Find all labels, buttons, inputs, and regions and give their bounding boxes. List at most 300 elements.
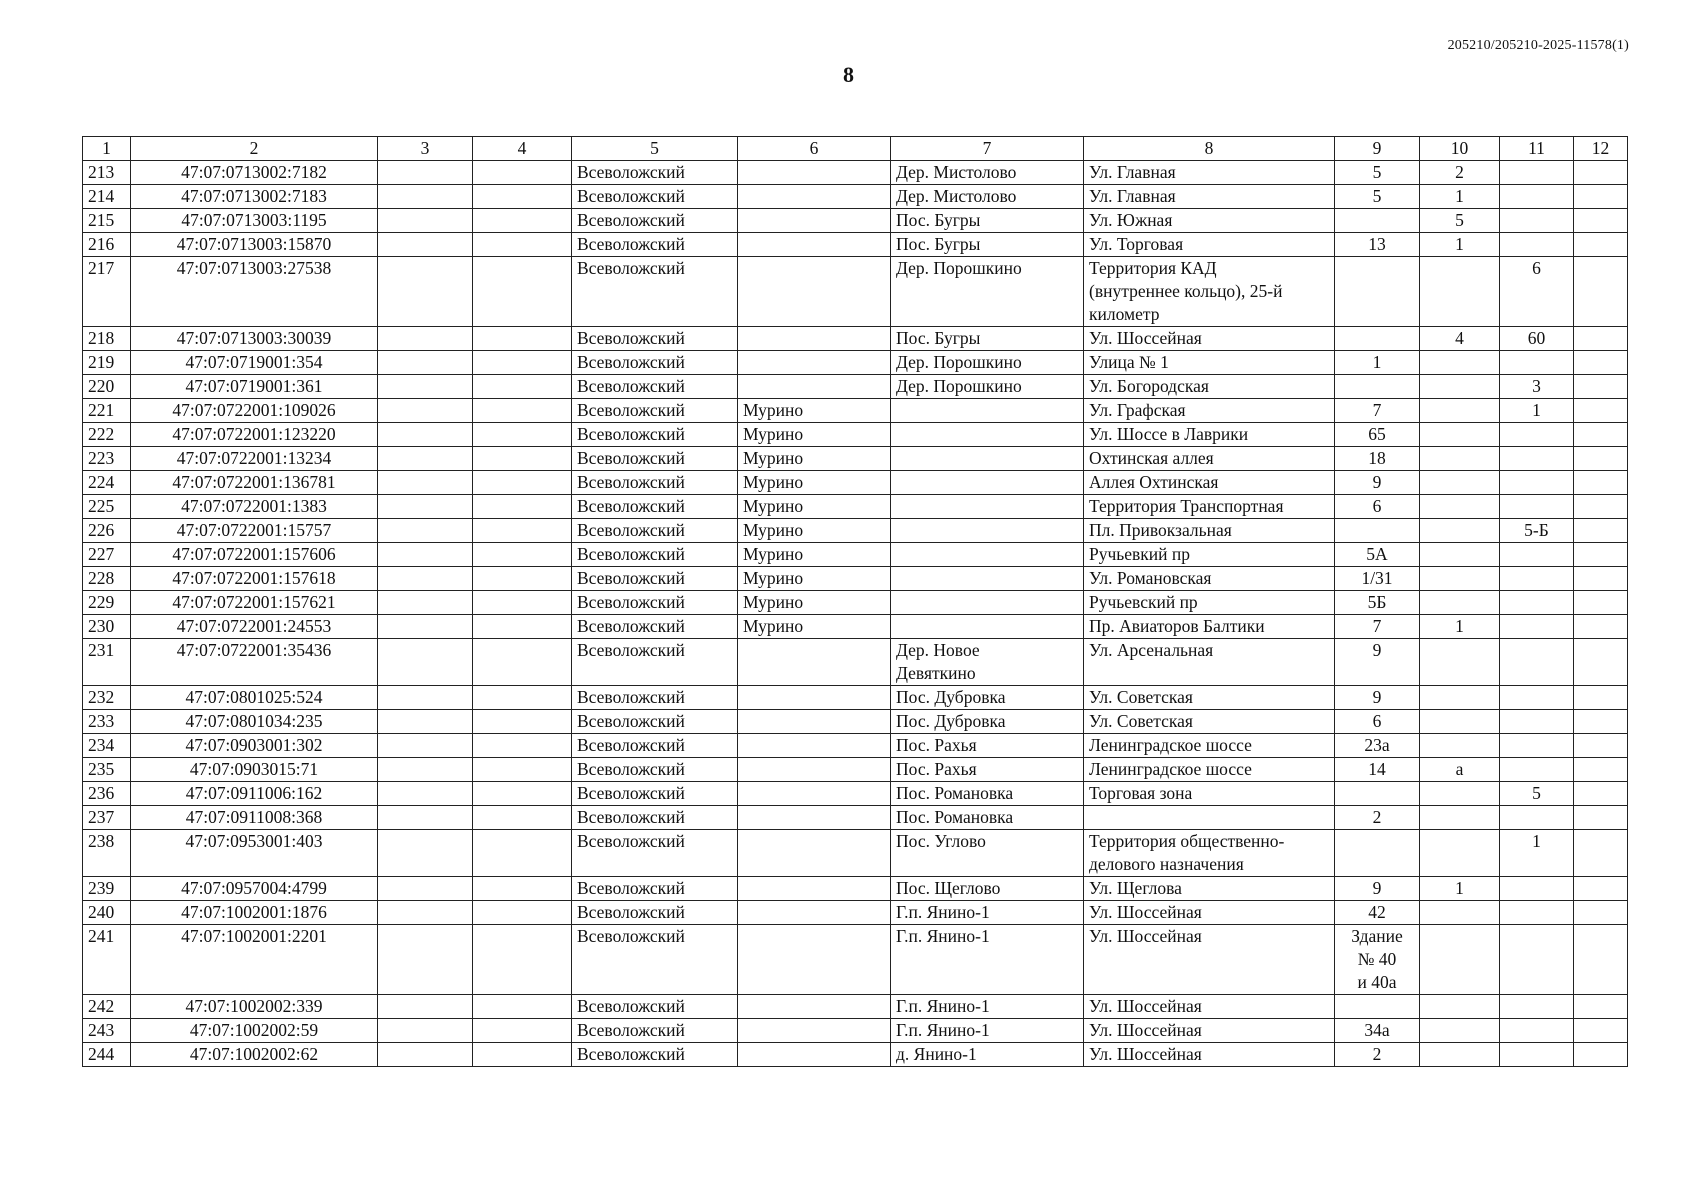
table-cell <box>473 519 572 543</box>
table-cell <box>1574 734 1628 758</box>
table-cell <box>1420 447 1500 471</box>
table-cell: Всеволожский <box>572 471 738 495</box>
table-cell: Всеволожский <box>572 399 738 423</box>
table-cell: Дер. Мистолово <box>891 185 1084 209</box>
table-row <box>83 734 1628 758</box>
table-cell: 9 <box>1335 471 1420 495</box>
table-cell: Всеволожский <box>572 327 738 351</box>
table-cell <box>891 519 1084 543</box>
table-cell <box>1500 877 1574 901</box>
table-cell: Мурино <box>738 447 891 471</box>
table-cell <box>891 471 1084 495</box>
table-cell <box>473 686 572 710</box>
table-cell: Всеволожский <box>572 877 738 901</box>
table-cell <box>473 185 572 209</box>
table-cell <box>378 399 473 423</box>
table-row <box>83 1043 1628 1067</box>
table-cell: Ул. Шоссейная <box>1084 1043 1335 1067</box>
table-cell: Всеволожский <box>572 806 738 830</box>
table-cell: Пос. Бугры <box>891 327 1084 351</box>
table-cell <box>1574 233 1628 257</box>
table-row <box>83 782 1628 806</box>
table-cell <box>1335 209 1420 233</box>
table-cell: 47:07:1002002:339 <box>131 995 378 1019</box>
table-cell: 47:07:1002001:1876 <box>131 901 378 925</box>
table-cell: Ул. Главная <box>1084 161 1335 185</box>
table-cell <box>473 1019 572 1043</box>
table-cell: Всеволожский <box>572 209 738 233</box>
table-cell: 5 <box>1335 161 1420 185</box>
table-cell: 47:07:1002002:62 <box>131 1043 378 1067</box>
table-cell <box>378 1019 473 1043</box>
table-cell <box>1574 423 1628 447</box>
table-cell: Пос. Романовка <box>891 782 1084 806</box>
table-cell <box>738 327 891 351</box>
table-cell: 239 <box>83 877 131 901</box>
table-cell: 9 <box>1335 686 1420 710</box>
table-row <box>83 351 1628 375</box>
table-row <box>83 327 1628 351</box>
table-cell: Ул. Торговая <box>1084 233 1335 257</box>
table-cell <box>473 710 572 734</box>
table-cell: Всеволожский <box>572 519 738 543</box>
table-cell <box>378 495 473 519</box>
table-cell: Здание № 40 и 40а <box>1335 925 1420 995</box>
table-cell: 47:07:1002002:59 <box>131 1019 378 1043</box>
table-cell: Ручьевский пр <box>1084 591 1335 615</box>
table-cell: 47:07:0713003:27538 <box>131 257 378 327</box>
table-row <box>83 185 1628 209</box>
table-row <box>83 639 1628 686</box>
column-header: 6 <box>738 137 891 161</box>
table-cell <box>1420 710 1500 734</box>
table-cell: 234 <box>83 734 131 758</box>
table-cell: 47:07:0911006:162 <box>131 782 378 806</box>
table-cell <box>1420 351 1500 375</box>
table-cell <box>1574 686 1628 710</box>
table-cell <box>1420 423 1500 447</box>
table-cell: Мурино <box>738 591 891 615</box>
table-cell: 215 <box>83 209 131 233</box>
table-cell <box>738 901 891 925</box>
table-cell: Ул. Советская <box>1084 710 1335 734</box>
table-cell: 9 <box>1335 877 1420 901</box>
table-cell: Пос. Дубровка <box>891 686 1084 710</box>
table-cell: Пос. Щеглово <box>891 877 1084 901</box>
table-body <box>83 161 1628 1067</box>
table-cell <box>1335 782 1420 806</box>
table-cell <box>1335 257 1420 327</box>
table-cell: 217 <box>83 257 131 327</box>
table-cell <box>378 423 473 447</box>
table-row <box>83 1019 1628 1043</box>
table-cell: 47:07:0903001:302 <box>131 734 378 758</box>
table-cell: 230 <box>83 615 131 639</box>
table-cell <box>1574 615 1628 639</box>
table-cell: 1 <box>1500 399 1574 423</box>
table-cell: 47:07:0722001:157618 <box>131 567 378 591</box>
table-cell <box>473 995 572 1019</box>
table-cell <box>1420 375 1500 399</box>
table-cell: 235 <box>83 758 131 782</box>
table-cell: Ул. Шоссейная <box>1084 995 1335 1019</box>
table-cell: Мурино <box>738 567 891 591</box>
table-cell <box>738 710 891 734</box>
table-cell: Мурино <box>738 615 891 639</box>
table-cell: 47:07:0713002:7182 <box>131 161 378 185</box>
table-cell <box>891 615 1084 639</box>
table-cell: 219 <box>83 351 131 375</box>
column-header: 1 <box>83 137 131 161</box>
table-cell: 232 <box>83 686 131 710</box>
table-cell <box>378 925 473 995</box>
table-cell <box>473 901 572 925</box>
table-cell <box>1500 639 1574 686</box>
table-cell: Всеволожский <box>572 257 738 327</box>
table-cell <box>378 591 473 615</box>
table-cell <box>738 995 891 1019</box>
table-cell: 47:07:0957004:4799 <box>131 877 378 901</box>
table-cell <box>378 567 473 591</box>
table-cell <box>1574 806 1628 830</box>
table-cell: Пос. Рахья <box>891 734 1084 758</box>
table-cell <box>738 375 891 399</box>
table-cell <box>1500 806 1574 830</box>
table-cell: Ул. Романовская <box>1084 567 1335 591</box>
table-cell <box>738 351 891 375</box>
table-cell: Всеволожский <box>572 710 738 734</box>
table-cell <box>738 686 891 710</box>
table-cell: Территория КАД (внутреннее кольцо), 25-й километр <box>1084 257 1335 327</box>
table-row <box>83 901 1628 925</box>
column-header: 5 <box>572 137 738 161</box>
table-cell <box>378 615 473 639</box>
table-cell: Всеволожский <box>572 995 738 1019</box>
table-cell: Всеволожский <box>572 161 738 185</box>
table-cell: Ленинградское шоссе <box>1084 734 1335 758</box>
table-cell: 47:07:0713003:30039 <box>131 327 378 351</box>
table-cell <box>473 495 572 519</box>
table-cell <box>1500 567 1574 591</box>
table-cell: Всеволожский <box>572 782 738 806</box>
table-cell <box>1574 471 1628 495</box>
table-row <box>83 209 1628 233</box>
table-cell <box>378 257 473 327</box>
table-cell: Пл. Привокзальная <box>1084 519 1335 543</box>
table-cell <box>1574 830 1628 877</box>
table-cell: Всеволожский <box>572 185 738 209</box>
table-header <box>83 137 1628 161</box>
table-cell: 5 <box>1500 782 1574 806</box>
table-cell <box>473 591 572 615</box>
table-cell: 231 <box>83 639 131 686</box>
table-cell <box>1335 995 1420 1019</box>
table-cell <box>891 423 1084 447</box>
table-cell: Дер. Новое Девяткино <box>891 639 1084 686</box>
table-cell: 47:07:0722001:1383 <box>131 495 378 519</box>
table-cell <box>738 185 891 209</box>
table-cell: Г.п. Янино-1 <box>891 901 1084 925</box>
table-cell <box>378 639 473 686</box>
column-header: 7 <box>891 137 1084 161</box>
table-cell <box>473 375 572 399</box>
table-cell <box>473 925 572 995</box>
table-cell: Ручьевкий пр <box>1084 543 1335 567</box>
table-cell: 47:07:0953001:403 <box>131 830 378 877</box>
table-cell <box>1574 351 1628 375</box>
table-cell: 233 <box>83 710 131 734</box>
table-cell <box>891 567 1084 591</box>
table-cell <box>738 1043 891 1067</box>
table-cell: 47:07:0722001:157606 <box>131 543 378 567</box>
table-row <box>83 806 1628 830</box>
table-cell <box>1500 423 1574 447</box>
table-cell <box>378 233 473 257</box>
table-cell: 220 <box>83 375 131 399</box>
table-cell <box>1574 209 1628 233</box>
column-header: 9 <box>1335 137 1420 161</box>
table-cell <box>1500 734 1574 758</box>
table-cell: 47:07:0722001:13234 <box>131 447 378 471</box>
table-cell: 65 <box>1335 423 1420 447</box>
table-cell: 60 <box>1500 327 1574 351</box>
table-cell <box>378 995 473 1019</box>
table-cell: Всеволожский <box>572 567 738 591</box>
table-cell <box>1574 519 1628 543</box>
table-cell <box>1500 1019 1574 1043</box>
page-number: 8 <box>843 62 854 87</box>
table-cell <box>1420 1043 1500 1067</box>
table-cell: 224 <box>83 471 131 495</box>
table-cell: 238 <box>83 830 131 877</box>
table-cell: Всеволожский <box>572 543 738 567</box>
table-cell <box>738 877 891 901</box>
table-cell <box>1500 447 1574 471</box>
table-cell: 34а <box>1335 1019 1420 1043</box>
table-row <box>83 471 1628 495</box>
table-cell: Пр. Авиаторов Балтики <box>1084 615 1335 639</box>
table-cell <box>1574 543 1628 567</box>
table-cell <box>473 543 572 567</box>
table-cell: 6 <box>1500 257 1574 327</box>
table-cell: Ул. Шоссейная <box>1084 925 1335 995</box>
table-cell: 240 <box>83 901 131 925</box>
table-cell <box>1420 686 1500 710</box>
table-cell: Всеволожский <box>572 495 738 519</box>
table-cell <box>1574 758 1628 782</box>
table-cell: Всеволожский <box>572 233 738 257</box>
table-cell <box>473 830 572 877</box>
table-cell <box>473 447 572 471</box>
table-cell: 3 <box>1500 375 1574 399</box>
table-cell <box>1574 447 1628 471</box>
table-cell <box>1500 1043 1574 1067</box>
table-cell: 242 <box>83 995 131 1019</box>
table-cell <box>473 161 572 185</box>
table-cell <box>473 399 572 423</box>
column-header: 2 <box>131 137 378 161</box>
table-cell: 6 <box>1335 710 1420 734</box>
column-header: 11 <box>1500 137 1574 161</box>
table-cell <box>1420 639 1500 686</box>
table-cell <box>378 209 473 233</box>
table-cell <box>738 161 891 185</box>
table-cell <box>473 782 572 806</box>
table-cell: 236 <box>83 782 131 806</box>
table-cell: Дер. Порошкино <box>891 257 1084 327</box>
table-cell <box>1420 925 1500 995</box>
table-cell <box>1500 686 1574 710</box>
table-cell <box>378 734 473 758</box>
table-cell: Мурино <box>738 399 891 423</box>
table-cell <box>1574 925 1628 995</box>
table-cell <box>1500 209 1574 233</box>
table-cell <box>738 639 891 686</box>
table-cell: Территория общественно- делового назначения <box>1084 830 1335 877</box>
table-cell: 47:07:0722001:109026 <box>131 399 378 423</box>
table-cell: 1 <box>1420 233 1500 257</box>
table-cell: 47:07:0713002:7183 <box>131 185 378 209</box>
table-cell <box>378 758 473 782</box>
table-cell: Ул. Графская <box>1084 399 1335 423</box>
table-cell: 214 <box>83 185 131 209</box>
table-row <box>83 710 1628 734</box>
table-cell <box>738 830 891 877</box>
table-cell <box>473 615 572 639</box>
table-cell <box>1500 591 1574 615</box>
table-cell <box>1500 233 1574 257</box>
table-cell: 1 <box>1500 830 1574 877</box>
table-cell: 5 <box>1420 209 1500 233</box>
table-cell: 1 <box>1420 615 1500 639</box>
table-cell <box>378 185 473 209</box>
table-cell: 7 <box>1335 615 1420 639</box>
table-cell: Всеволожский <box>572 758 738 782</box>
table-cell <box>738 758 891 782</box>
table-cell: Пос. Углово <box>891 830 1084 877</box>
table-cell: Пос. Романовка <box>891 806 1084 830</box>
table-cell: Всеволожский <box>572 925 738 995</box>
table-cell: 23а <box>1335 734 1420 758</box>
table-row <box>83 447 1628 471</box>
table-cell: 5-Б <box>1500 519 1574 543</box>
table-cell <box>1420 1019 1500 1043</box>
table-cell: Мурино <box>738 495 891 519</box>
table-cell: 223 <box>83 447 131 471</box>
table-cell: 47:07:0911008:368 <box>131 806 378 830</box>
table-cell <box>1500 161 1574 185</box>
table-cell: Аллея Охтинская <box>1084 471 1335 495</box>
table-cell <box>378 519 473 543</box>
table-cell <box>1500 758 1574 782</box>
table-cell: 42 <box>1335 901 1420 925</box>
table-cell <box>1335 327 1420 351</box>
table-cell <box>1500 710 1574 734</box>
table-cell: 47:07:0722001:157621 <box>131 591 378 615</box>
table-cell: Ул. Шоссе в Лаврики <box>1084 423 1335 447</box>
table-cell: 237 <box>83 806 131 830</box>
table-cell: 1/31 <box>1335 567 1420 591</box>
table-cell <box>473 1043 572 1067</box>
column-header: 10 <box>1420 137 1500 161</box>
table-cell: 213 <box>83 161 131 185</box>
table-cell <box>1500 543 1574 567</box>
table-cell: 47:07:0801025:524 <box>131 686 378 710</box>
table-cell: Торговая зона <box>1084 782 1335 806</box>
table-cell <box>738 257 891 327</box>
table-cell: Всеволожский <box>572 686 738 710</box>
table-cell: 47:07:0722001:35436 <box>131 639 378 686</box>
table-cell: 227 <box>83 543 131 567</box>
table-cell: Улица № 1 <box>1084 351 1335 375</box>
table-cell: Мурино <box>738 543 891 567</box>
table-cell <box>1500 615 1574 639</box>
table-cell: Территория Транспортная <box>1084 495 1335 519</box>
table-cell <box>738 925 891 995</box>
table-cell: Ул. Щеглова <box>1084 877 1335 901</box>
table-cell <box>473 758 572 782</box>
table-cell: Мурино <box>738 423 891 447</box>
table-cell: Ленинградское шоссе <box>1084 758 1335 782</box>
table-cell <box>473 639 572 686</box>
table-cell <box>891 399 1084 423</box>
table-cell <box>378 686 473 710</box>
table-cell: Охтинская аллея <box>1084 447 1335 471</box>
table-cell <box>1420 495 1500 519</box>
table-cell: Ул. Советская <box>1084 686 1335 710</box>
table-cell <box>378 471 473 495</box>
table-cell: Всеволожский <box>572 734 738 758</box>
table-cell <box>1574 375 1628 399</box>
table-row <box>83 686 1628 710</box>
table-cell: Всеволожский <box>572 447 738 471</box>
table-cell: Всеволожский <box>572 615 738 639</box>
column-header: 8 <box>1084 137 1335 161</box>
table-cell: Мурино <box>738 471 891 495</box>
table-cell <box>473 423 572 447</box>
table-cell <box>1574 901 1628 925</box>
table-cell <box>1335 519 1420 543</box>
table-cell <box>473 877 572 901</box>
table-cell <box>738 233 891 257</box>
table-cell: 241 <box>83 925 131 995</box>
table-row <box>83 257 1628 327</box>
table-cell: 47:07:0722001:123220 <box>131 423 378 447</box>
table-cell <box>891 495 1084 519</box>
table-cell <box>378 447 473 471</box>
table-cell <box>1574 1019 1628 1043</box>
table-cell: 1 <box>1420 877 1500 901</box>
table-cell: 14 <box>1335 758 1420 782</box>
document-id: 205210/205210-2025-11578(1) <box>1447 38 1629 53</box>
table-cell <box>1574 591 1628 615</box>
table-cell <box>378 327 473 351</box>
table-cell: Дер. Порошкино <box>891 375 1084 399</box>
table-cell: 47:07:1002001:2201 <box>131 925 378 995</box>
table-cell <box>738 209 891 233</box>
table-cell <box>891 447 1084 471</box>
table-cell: 47:07:0903015:71 <box>131 758 378 782</box>
table-cell <box>1420 519 1500 543</box>
table-cell <box>1500 351 1574 375</box>
table-cell: Всеволожский <box>572 351 738 375</box>
table-cell: Пос. Дубровка <box>891 710 1084 734</box>
table-cell: 47:07:0801034:235 <box>131 710 378 734</box>
table-cell <box>378 1043 473 1067</box>
table-cell <box>1420 782 1500 806</box>
column-header: 4 <box>473 137 572 161</box>
table-cell: Дер. Мистолово <box>891 161 1084 185</box>
